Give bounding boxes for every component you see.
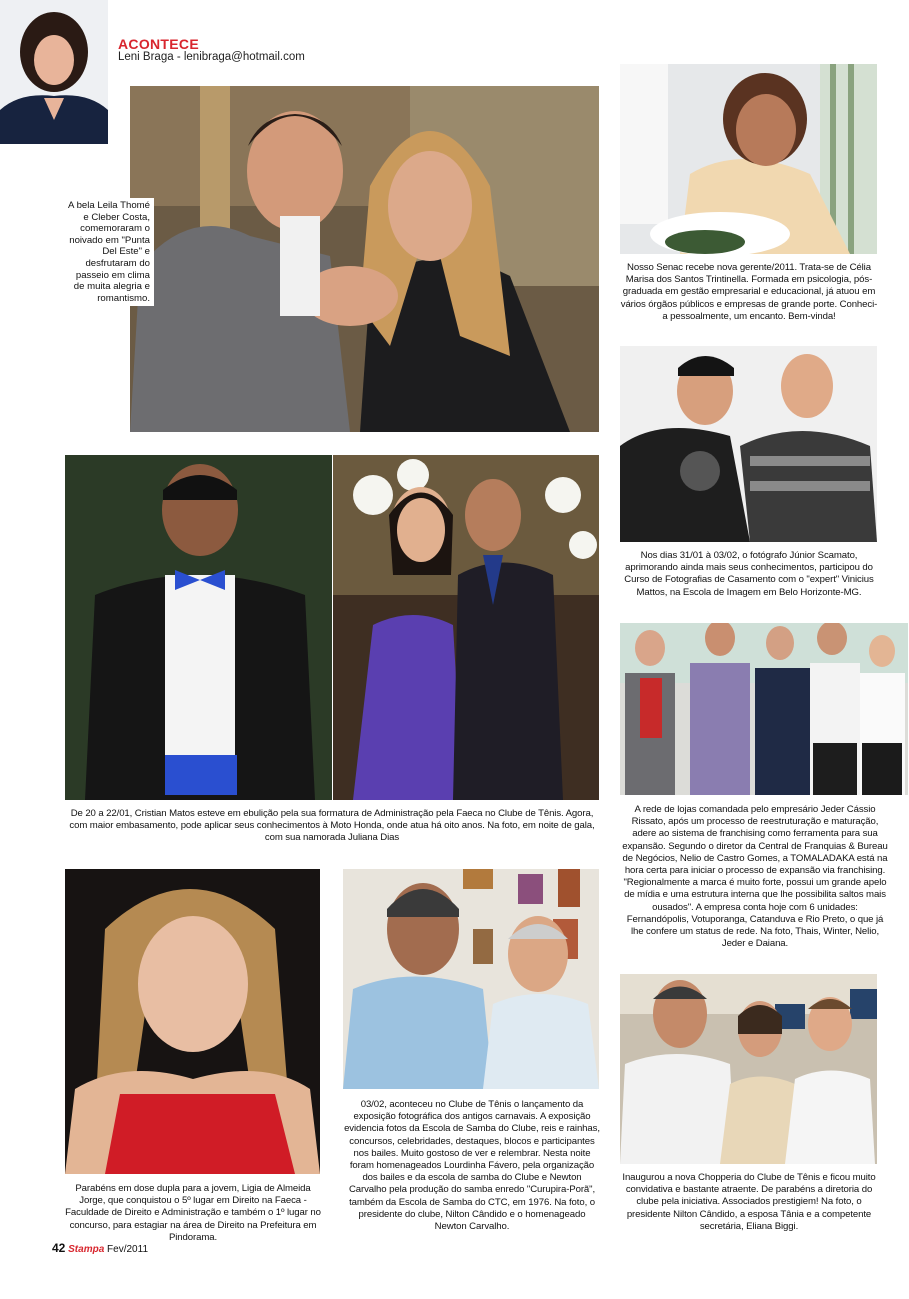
photographer-course-photo	[620, 346, 877, 542]
carnival-exhibition-photo	[343, 869, 599, 1089]
chopperia-caption: Inaugurou a nova Chopperia do Clube de Tênis e ficou muito convidativa e bastante atraente. De parabéns a diretoria do clube pela iniciativa. Associados prestigiem! Na foto, o presidente Nilton Cândido, a esposa Tânia e a competente secretária, Eliana Biggi.	[622, 1172, 876, 1232]
graduation-tuxedo-photo	[65, 455, 332, 800]
page-number: 42	[52, 1241, 66, 1255]
engagement-couple-photo	[130, 86, 599, 432]
law-student-photo	[65, 869, 320, 1174]
columnist-portrait	[0, 0, 108, 144]
magazine-name: Stampa	[68, 1244, 105, 1255]
issue-date: Fev/2011	[107, 1244, 148, 1255]
franchise-caption: A rede de lojas comandada pelo empresário Jeder Cássio Rissato, após um processo de reestruturação e maturação, adere ao sistema de franchising como ferramenta para sua expansão. Segundo o diretor da Central de Franquias & Bureau de Negócios, Nelio de Castro Gomes, a TOMALADAKA está na hora certa para iniciar o processo de expansão via franchising. "Regionalmente a marca é muito forte, possui um grande apelo de mídia e uma estrutura interna que lhe possibilita saltos mais ousados". A empresa conta hoje com 6 unidades: Fernandópolis, Votuporanga, Catanduva e Rio Preto, o que já lhe confere um status de rede. Na foto, Thais, Winter, Nelio, Jeder e Daiana.	[622, 804, 888, 950]
graduation-couple-photo	[333, 455, 599, 800]
engagement-caption: A bela Leila Thomé e Cleber Costa, comemoraram o noivado em "Punta Del Este" e desfrutaram do passeio em clima de muita alegria e romantismo.	[62, 198, 154, 306]
chopperia-photo	[620, 974, 877, 1164]
franchise-group-photo	[620, 623, 908, 795]
senac-caption: Nosso Senac recebe nova gerente/2011. Trata-se de Célia Marisa dos Santos Trintinella. Formada em psicologia, pós-graduada em gestão empresarial e educacional, já atuou em vários órgãos públicos e empresas de grande porte. Conheci-a pessoalmente, um encanto. Bem-vinda!	[620, 262, 878, 322]
section-title: ACONTECE	[118, 36, 199, 52]
carnival-caption: 03/02, aconteceu no Clube de Tênis o lançamento da exposição fotográfica dos antigos carnavais. A exposição evidencia fotos da Escola de Samba do Clube, reis e rainhas, concursos, celebridades, destaques, blocos e participantes nos bailes. Muito gostoso de ver e relembrar. Nesta noite foram homenageados Lourdinha Fávero, pela organização dos bailes e da escola de samba do Clube e Newton Carvalho pela produção do samba enredo "Curupira-Porã", também da Escola de Samba do CTC, em 1976. Na foto, o presidente do clube, Nilton Cândido e o homenageado Newton Carvalho.	[344, 1099, 600, 1233]
photographer-caption: Nos dias 31/01 à 03/02, o fotógrafo Júnior Scamato, aprimorando ainda mais seus conhecimentos, participou do Curso de Fotografias de Casamento com o "expert" Vinicius Mattos, na Escola de Imagem em Belo Horizonte-MG.	[624, 550, 874, 598]
law-student-caption: Parabéns em dose dupla para a jovem, Ligia de Almeida Jorge, que conquistou o 5º lugar em Direito na Faeca - Faculdade de Direito e Administração e também o 1º lugar no concurso, para estagiar na área de Direito na Prefeitura em Pindorama.	[65, 1183, 321, 1243]
page-footer	[52, 1241, 148, 1255]
graduation-caption: De 20 a 22/01, Cristian Matos esteve em ebulição pela sua formatura de Administração pela Faeca no Clube de Tênis. Agora, com maior embasamento, pode aplicar seus conhecimentos à Moto Honda, onde atua há oito anos. Na foto, em noite de gala, com sua namorada Juliana Dias	[69, 808, 595, 844]
senac-manager-photo	[620, 64, 877, 254]
author-byline: Leni Braga - lenibraga@hotmail.com	[118, 51, 305, 63]
